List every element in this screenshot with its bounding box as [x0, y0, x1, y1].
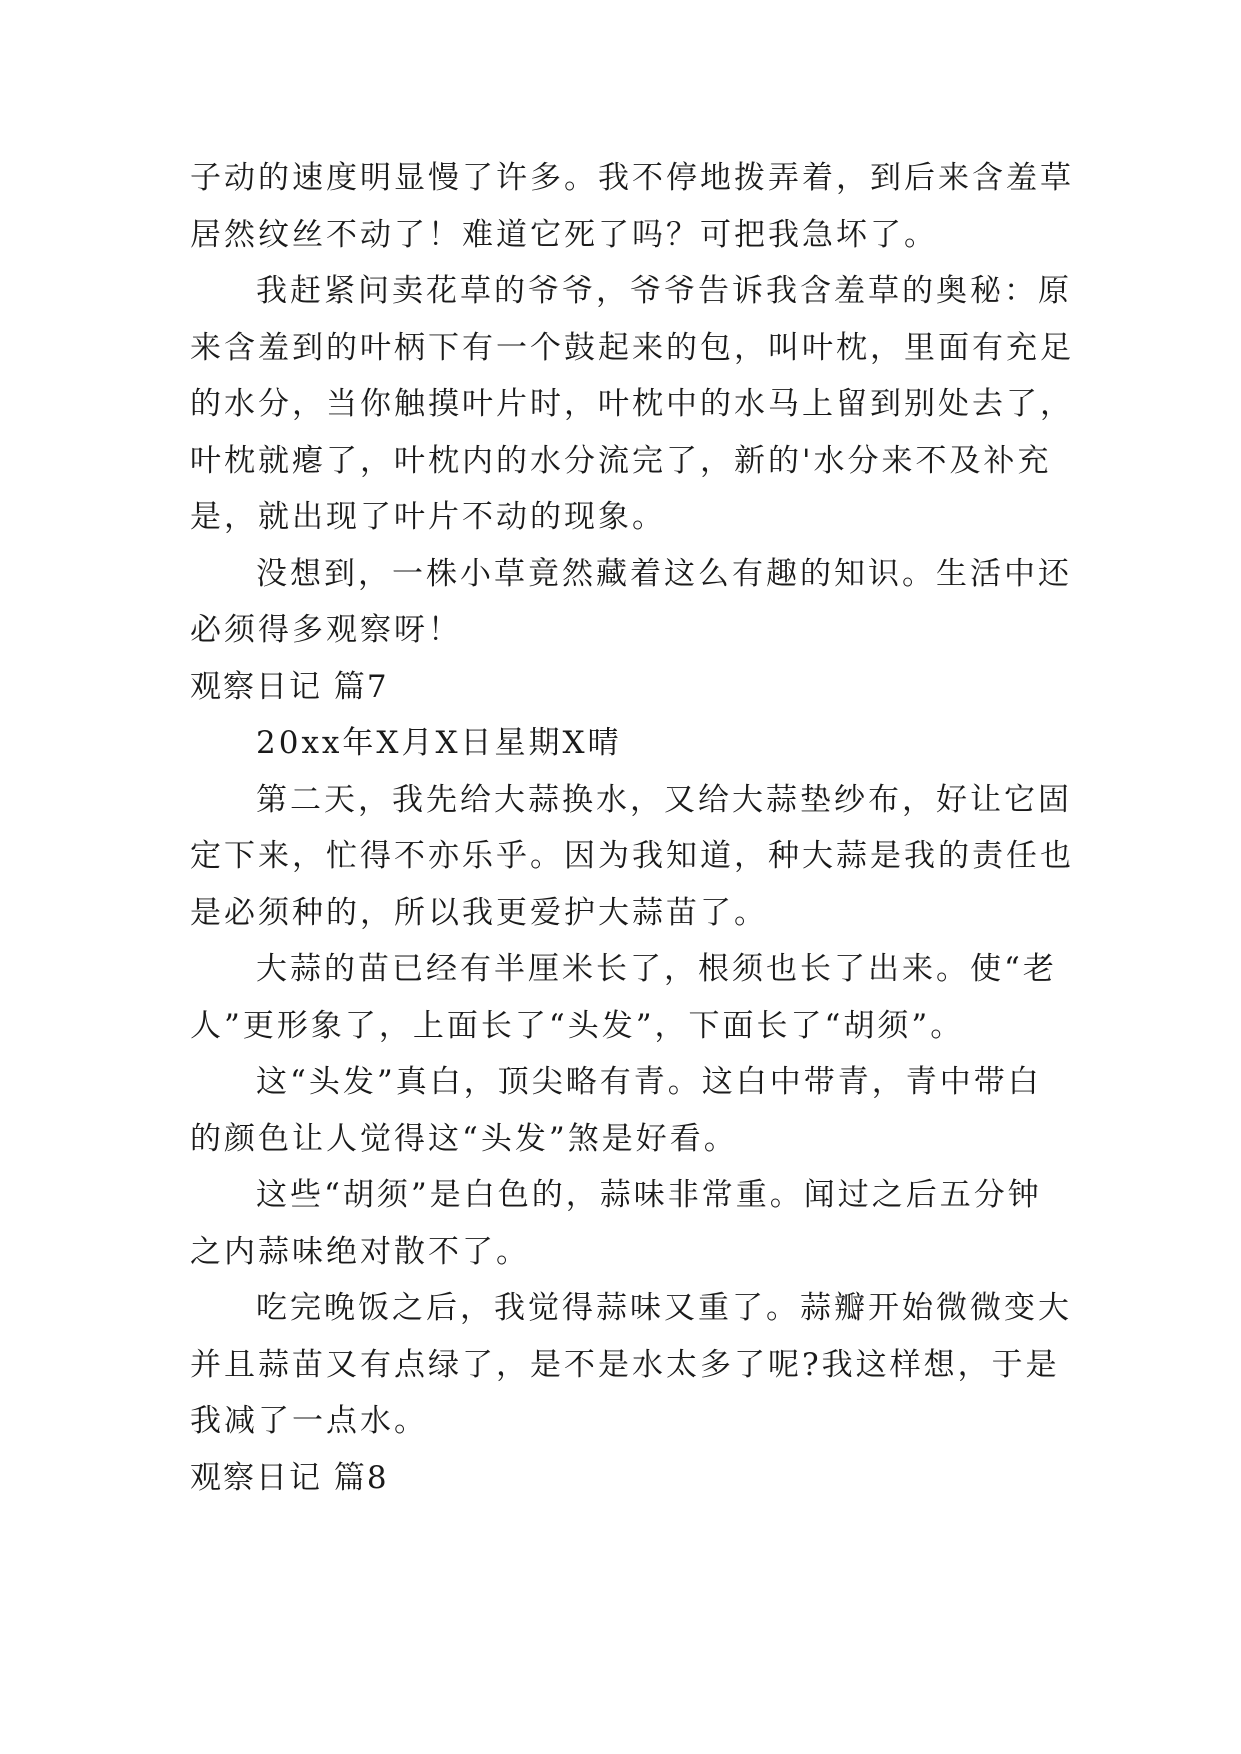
body-line: 来含羞到的叶柄下有一个鼓起来的包，叫叶枕，里面有充足 — [190, 330, 1074, 366]
paragraph-first-line: 这些“胡须”是白色的，蒜味非常重。闻过之后五分钟 — [256, 1177, 1042, 1213]
body-line: 子动的速度明显慢了许多。我不停地拨弄着，到后来含羞草 — [190, 160, 1074, 196]
section-heading: 观察日记 篇7 — [190, 669, 389, 705]
body-line: 必须得多观察呀！ — [190, 612, 462, 648]
paragraph-first-line: 我赶紧问卖花草的爷爷，爷爷告诉我含羞草的奥秘：原 — [256, 273, 1072, 309]
body-line: 并且蒜苗又有点绿了，是不是水太多了呢?我这样想，于是 — [190, 1347, 1060, 1383]
paragraph-first-line: 吃完晚饭之后，我觉得蒜味又重了。蒜瓣开始微微变大 — [256, 1290, 1072, 1326]
diary-date-line: 20xx年X月X日星期X晴 — [256, 725, 622, 761]
body-line: 居然纹丝不动了！难道它死了吗？可把我急坏了。 — [190, 217, 938, 253]
body-line: 之内蒜味绝对散不了。 — [190, 1234, 530, 1270]
body-line: 的水分，当你触摸叶片时，叶枕中的水马上留到别处去了， — [190, 386, 1074, 422]
paragraph-first-line: 这“头发”真白，顶尖略有青。这白中带青，青中带白 — [256, 1064, 1042, 1100]
body-line: 我减了一点水。 — [190, 1403, 428, 1439]
body-line: 定下来，忙得不亦乐乎。因为我知道，种大蒜是我的责任也 — [190, 838, 1074, 874]
body-line: 是必须种的，所以我更爱护大蒜苗了。 — [190, 895, 768, 931]
body-line: 叶枕就瘪了，叶枕内的水分流完了，新的'水分来不及补充 — [190, 443, 1052, 479]
paragraph-first-line: 没想到，一株小草竟然藏着这么有趣的知识。生活中还 — [256, 556, 1072, 592]
body-line: 的颜色让人觉得这“头发”煞是好看。 — [190, 1121, 738, 1157]
body-line: 是，就出现了叶片不动的现象。 — [190, 499, 666, 535]
section-heading: 观察日记 篇8 — [190, 1460, 389, 1496]
body-line: 人”更形象了，上面长了“头发”，下面长了“胡须”。 — [190, 1008, 965, 1044]
paragraph-first-line: 大蒜的苗已经有半厘米长了，根须也长了出来。使“老 — [256, 951, 1057, 987]
paragraph-first-line: 第二天，我先给大蒜换水，又给大蒜垫纱布，好让它固 — [256, 782, 1072, 818]
